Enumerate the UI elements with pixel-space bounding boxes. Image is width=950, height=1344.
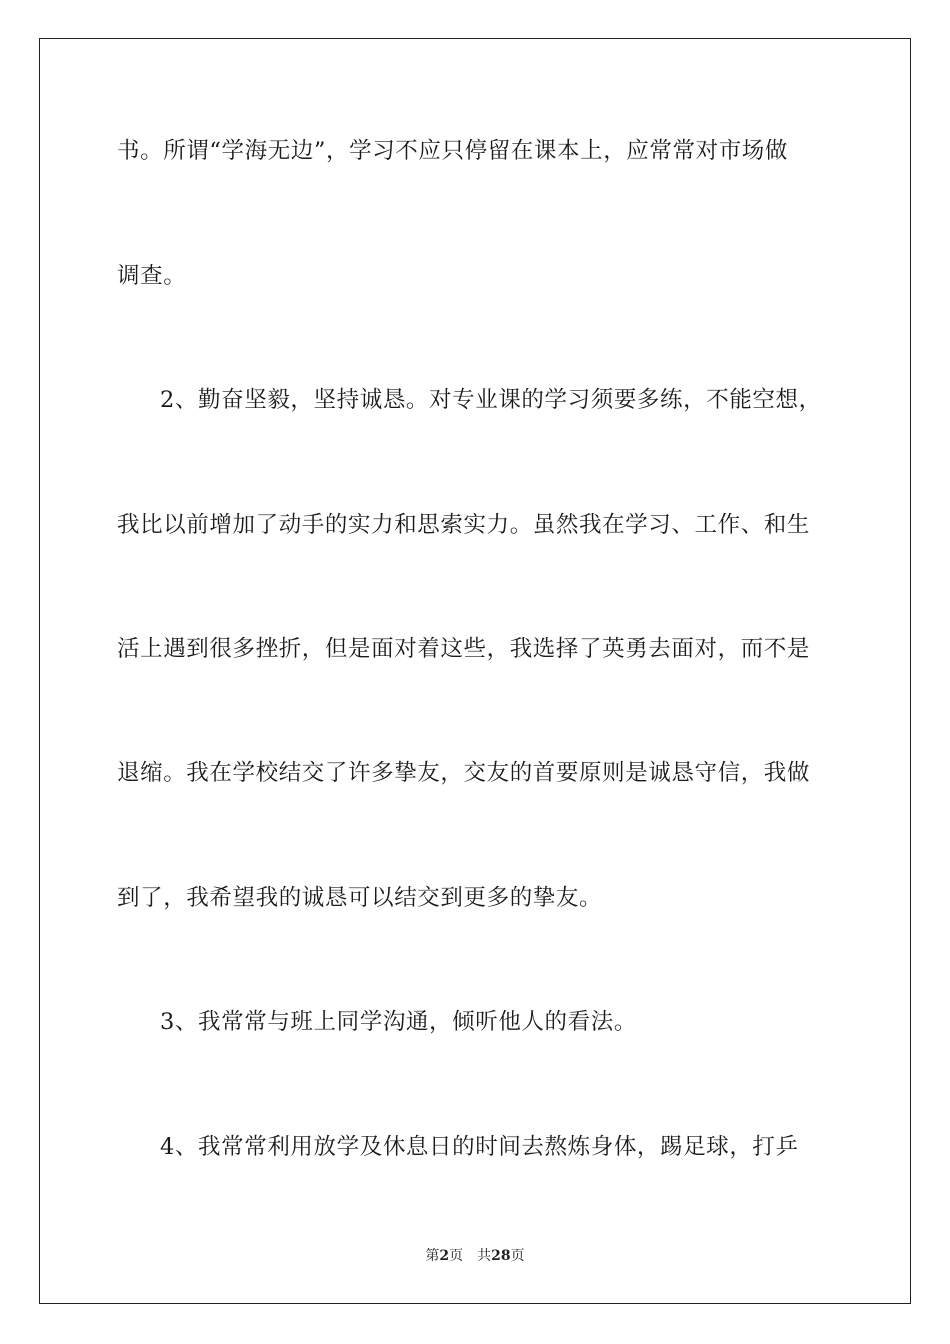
page-number: 2 — [439, 1248, 450, 1264]
total-prefix: 共 — [477, 1248, 492, 1264]
page-suffix: 页 — [449, 1248, 464, 1264]
paragraph-item-2: 2、勤奋坚毅，坚持诚恳。对专业课的学习须要多练，不能空想， — [160, 387, 822, 413]
text-line: 活上遇到很多挫折，但是面对着这些，我选择了英勇去面对，而不是 — [117, 636, 811, 662]
text-line: 退缩。我在学校结交了许多挚友，交友的首要原则是诚恳守信，我做 — [117, 760, 811, 786]
paragraph-item-3: 3、我常常与班上同学沟通，倾听他人的看法。 — [160, 1009, 637, 1035]
page-border — [39, 38, 911, 1304]
text-line: 到了，我希望我的诚恳可以结交到更多的挚友。 — [117, 885, 603, 911]
total-suffix: 页 — [510, 1248, 525, 1264]
page-footer — [0, 1247, 950, 1265]
page-prefix: 第 — [425, 1248, 440, 1264]
text-line: 调查。 — [117, 263, 187, 289]
total-pages: 28 — [491, 1248, 511, 1264]
text-line: 我比以前增加了动手的实力和思索实力。虽然我在学习、工作、和生 — [117, 512, 811, 538]
paragraph-item-4: 4、我常常利用放学及休息日的时间去熬炼身体，踢足球，打乒 — [160, 1134, 799, 1160]
text-line: 书。所谓“学海无边”，学习不应只停留在课本上，应常常对市场做 — [117, 138, 789, 164]
